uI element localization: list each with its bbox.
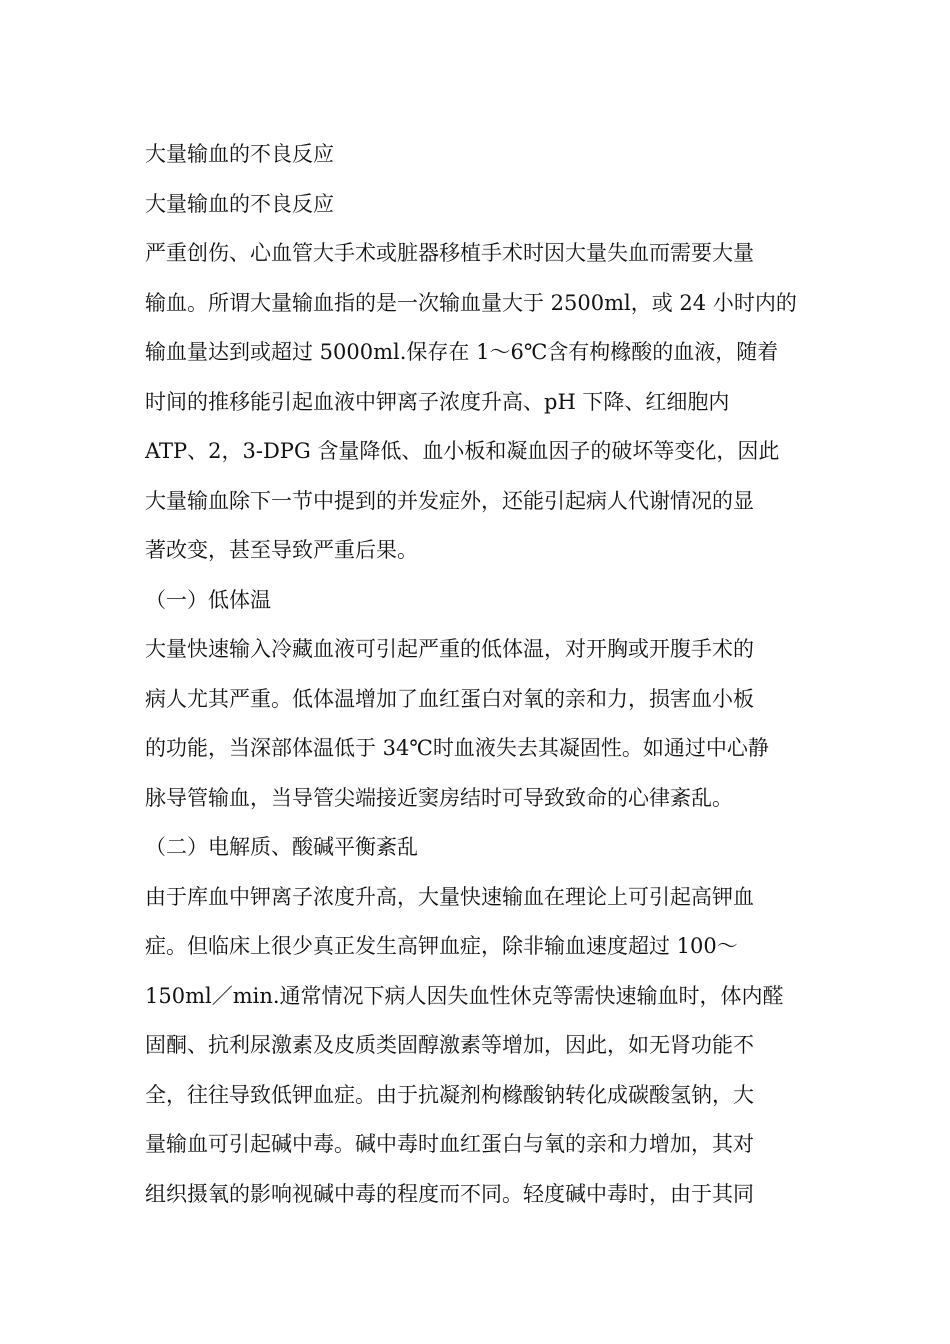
electrolyte-paragraph (145, 873, 810, 1220)
paragraph-line: 病人尤其严重。低体温增加了血红蛋白对氧的亲和力，损害血小板 (145, 686, 754, 711)
paragraph-line: 的功能，当深部体温低于 34℃时血液失去其凝固性。如通过中心静 (145, 736, 769, 760)
paragraph-line: 大量输血除下一节中提到的并发症外，还能引起病人代谢情况的显 (145, 488, 754, 513)
paragraph-line: 时间的推移能引起血液中钾离子浓度升高、pH 下降、红细胞内 (145, 389, 730, 414)
paragraph-line: 输血量达到或超过 5000ml.保存在 1～6℃含有枸橼酸的血液，随着 (145, 340, 779, 364)
paragraph-line: 固酮、抗利尿激素及皮质类固醇激素等增加，因此，如无肾功能不 (145, 1033, 754, 1057)
paragraph-line: 输血。所谓大量输血指的是一次输血量大于 2500ml，或 24 小时内的 (145, 290, 797, 315)
paragraph-line: 组织摄氧的影响视碱中毒的程度而不同。轻度碱中毒时，由于其同 (145, 1181, 754, 1206)
intro-paragraph (145, 229, 810, 576)
paragraph-line: 脉导管输血，当导管尖端接近窦房结时可导致致命的心律紊乱。 (145, 785, 733, 810)
paragraph-line: 由于库血中钾离子浓度升高，大量快速输血在理论上可引起高钾血 (145, 884, 754, 909)
paragraph-line: 量输血可引起碱中毒。碱中毒时血红蛋白与氧的亲和力增加，其对 (145, 1132, 754, 1156)
section-heading-hypothermia: （一）低体温 (145, 587, 271, 612)
document-subtitle: 大量输血的不良反应 (145, 191, 334, 216)
paragraph-line: 150ml／min.通常情况下病人因失血性休克等需快速输血时，体内醛 (145, 983, 784, 1008)
paragraph-line: 著改变，甚至导致严重后果。 (145, 538, 418, 562)
paragraph-line: ATP、2，3-DPG 含量降低、血小板和凝血因子的破坏等变化，因此 (145, 439, 780, 463)
paragraph-line: 全，往往导致低钾血症。由于抗凝剂枸橼酸钠转化成碳酸氢钠，大 (145, 1082, 754, 1107)
paragraph-line: 症。但临床上很少真正发生高钾血症，除非输血速度超过 100～ (145, 934, 738, 958)
document-title: 大量输血的不良反应 (145, 142, 334, 166)
section-heading-electrolyte: （二）电解质、酸碱平衡紊乱 (145, 835, 418, 859)
paragraph-line: 严重创伤、心血管大手术或脏器移植手术时因大量失血而需要大量 (145, 241, 754, 265)
hypothermia-paragraph (145, 625, 810, 823)
document-page (145, 130, 810, 1219)
paragraph-line: 大量快速输入冷藏血液可引起严重的低体温，对开胸或开腹手术的 (145, 637, 754, 661)
